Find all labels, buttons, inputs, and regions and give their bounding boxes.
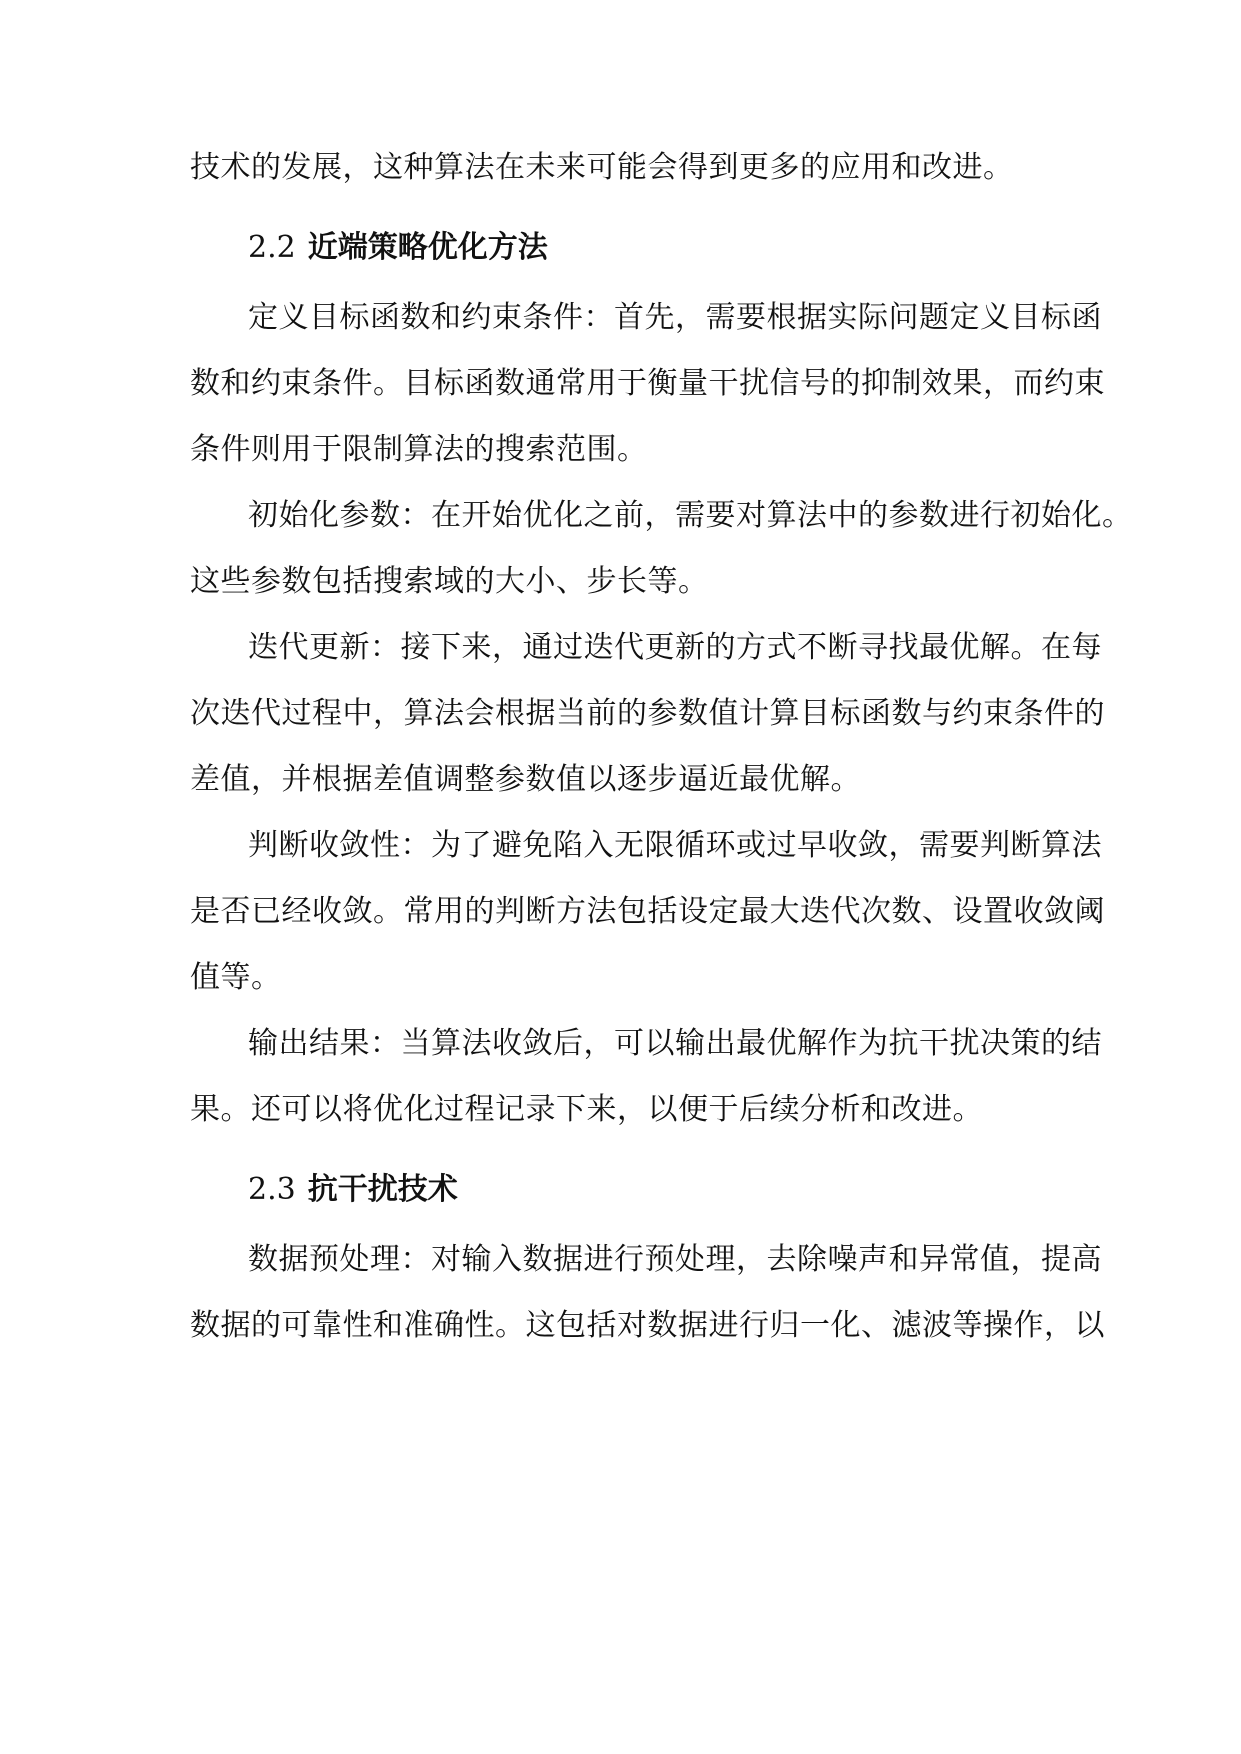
- text-line: 这些参数包括搜索域的大小、步长等。: [190, 564, 709, 599]
- text-line: 定义目标函数和约束条件：首先，需要根据实际问题定义目标函: [248, 300, 1102, 335]
- text-line: 判断收敛性：为了避免陷入无限循环或过早收敛，需要判断算法: [248, 828, 1102, 863]
- text-line: 迭代更新：接下来，通过迭代更新的方式不断寻找最优解。在每: [248, 630, 1102, 665]
- text-line: 次迭代过程中，算法会根据当前的参数值计算目标函数与约束条件的: [190, 696, 1105, 731]
- text-line: 数和约束条件。目标函数通常用于衡量干扰信号的抑制效果，而约束: [190, 366, 1105, 401]
- section-heading-2-3: [248, 1170, 458, 1210]
- text-line: 初始化参数：在开始优化之前，需要对算法中的参数进行初始化。: [248, 498, 1133, 533]
- text-line: 输出结果：当算法收敛后，可以输出最优解作为抗干扰决策的结: [248, 1026, 1102, 1061]
- text-line: 是否已经收敛。常用的判断方法包括设定最大迭代次数、设置收敛阈: [190, 894, 1105, 929]
- text-line: 值等。: [190, 960, 282, 995]
- text-line: 差值，并根据差值调整参数值以逐步逼近最优解。: [190, 762, 861, 797]
- text-line: 条件则用于限制算法的搜索范围。: [190, 432, 648, 467]
- text-line: 技术的发展，这种算法在未来可能会得到更多的应用和改进。: [190, 150, 1014, 185]
- section-number: 2.2: [248, 230, 296, 265]
- text-line: 数据预处理：对输入数据进行预处理，去除噪声和异常值，提高: [248, 1242, 1102, 1277]
- section-title: 近端策略优化方法: [307, 230, 548, 265]
- text-line: 数据的可靠性和准确性。这包括对数据进行归一化、滤波等操作，以: [190, 1308, 1105, 1343]
- section-number: 2.3: [248, 1172, 296, 1207]
- section-heading-2-2: [248, 228, 548, 268]
- section-title: 抗干扰技术: [307, 1172, 458, 1207]
- text-line: 果。还可以将优化过程记录下来，以便于后续分析和改进。: [190, 1092, 983, 1127]
